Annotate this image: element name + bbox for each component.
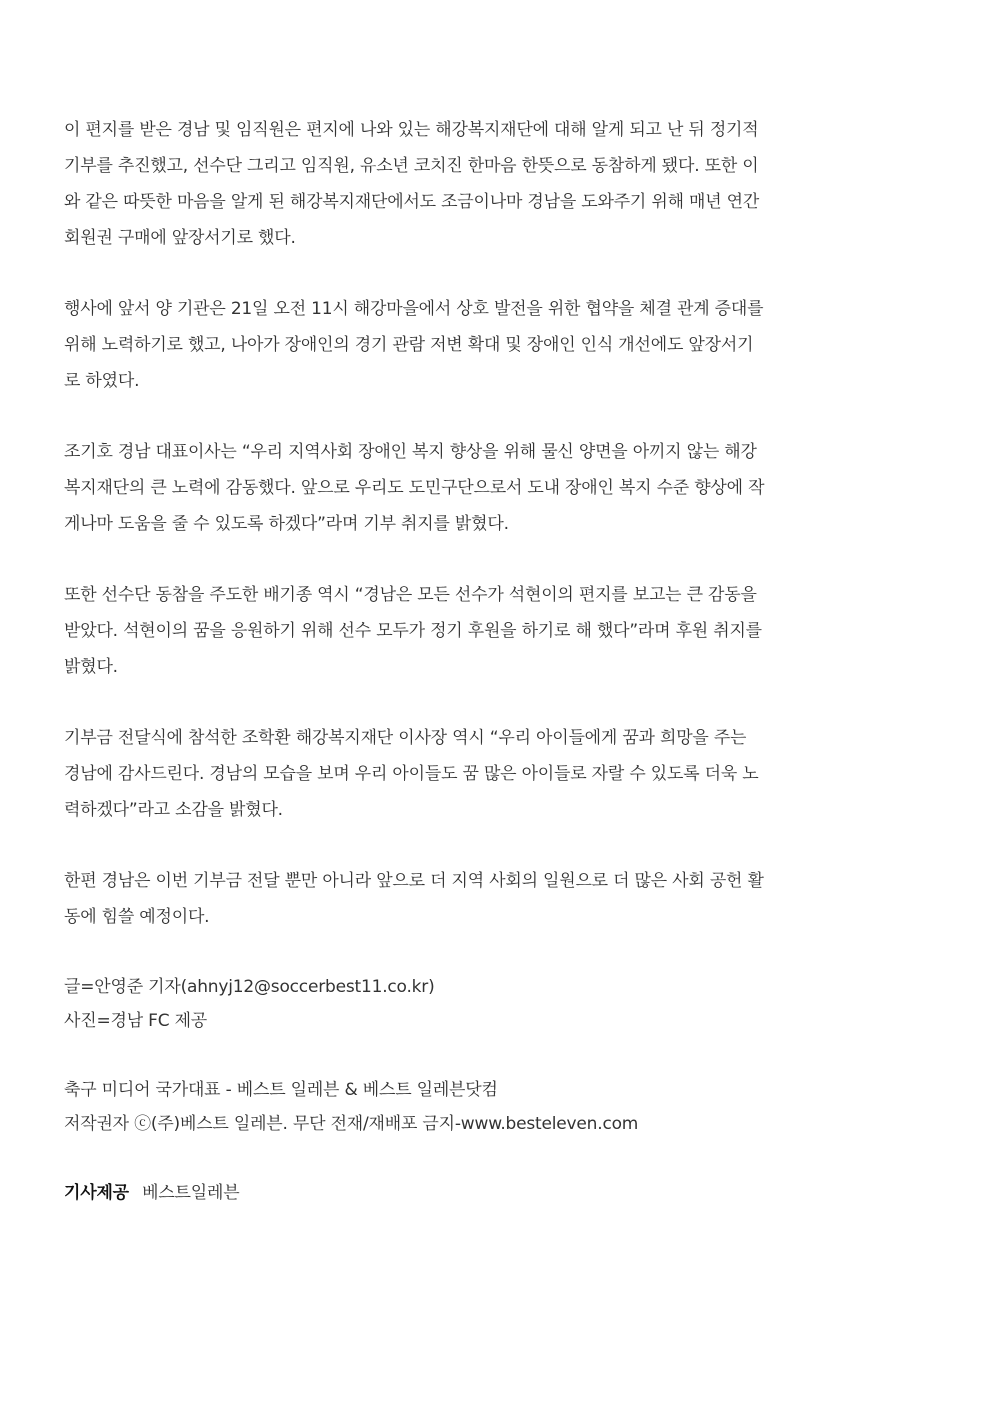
article-paragraph: 또한 선수단 동참을 주도한 배기종 역시 “경남은 모든 선수가 석현이의 편지를 보고는 큰 감동을 받았다. 석현이의 꿈을 응원하기 위해 선수 모두가 정기 후원을 하기로 해 했다”라며 후원 취지를 밝혔다. (64, 585, 762, 677)
article-paragraph: 한편 경남은 이번 기부금 전달 뿐만 아니라 앞으로 더 지역 사회의 일원으로 더 많은 사회 공헌 활 동에 힘쓸 예정이다. (64, 871, 764, 927)
article-paragraph: 기부금 전달식에 참석한 조학환 해강복지재단 이사장 역시 “우리 아이들에게 꿈과 희망을 주는 경남에 감사드린다. 경남의 모습을 보며 우리 아이들도 꿈 많은 아이들로 자랄 수 있도록 더욱 노 력하겠다”라고 소감을 밝혔다. (64, 728, 759, 820)
article-paragraph: 조기호 경남 대표이사는 “우리 지역사회 장애인 복지 향상을 위해 물신 양면을 아끼지 않는 해강 복지재단의 큰 노력에 감동했다. 앞으로 우리도 도민구단으로서 도내 장애인 복지 수준 향상에 작 게나마 도움을 줄 수 있도록 하겠다”라며 기부 취지를 밝혔다. (64, 442, 765, 534)
article-paragraph: 행사에 앞서 양 기관은 21일 오전 11시 해강마을에서 상호 발전을 위한 협약을 체결 관계 증대를 위해 노력하기로 했고, 나아가 장애인의 경기 관람 저변 확대 및 장애인 인식 개선에도 앞장서기 로 하였다. (64, 299, 764, 391)
article-paragraph: 이 편지를 받은 경남 및 임직원은 편지에 나와 있는 해강복지재단에 대해 알게 되고 난 뒤 정기적 기부를 추진했고, 선수단 그리고 임직원, 유소년 코치진 한마음 한뜻으로 동참하게 됐다. 또한 이 와 같은 따뜻한 마음을 알게 된 해강복지재단에서도 조금이나마 경남을 도와주기 위해 매년 연간 회원권 구매에 앞장서기로 했다. (64, 120, 760, 248)
source-label: 기사제공 (64, 1183, 129, 1203)
article-body (64, 112, 914, 1210)
byline (64, 970, 914, 1038)
article-source (64, 1176, 914, 1210)
copyright-tagline: 축구 미디어 국가대표 - 베스트 일레븐 & 베스트 일레븐닷컴 (64, 1080, 498, 1100)
copyright-block (64, 1073, 914, 1141)
copyright-notice: 저작권자 ⓒ(주)베스트 일레븐. 무단 전재/재배포 금지-www.besteleven.com (64, 1114, 639, 1134)
source-name: 베스트일레븐 (142, 1183, 240, 1203)
photo-credit: 사진=경남 FC 제공 (64, 1011, 208, 1031)
writer-credit: 글=안영준 기자(ahnyj12@soccerbest11.co.kr) (64, 977, 435, 997)
